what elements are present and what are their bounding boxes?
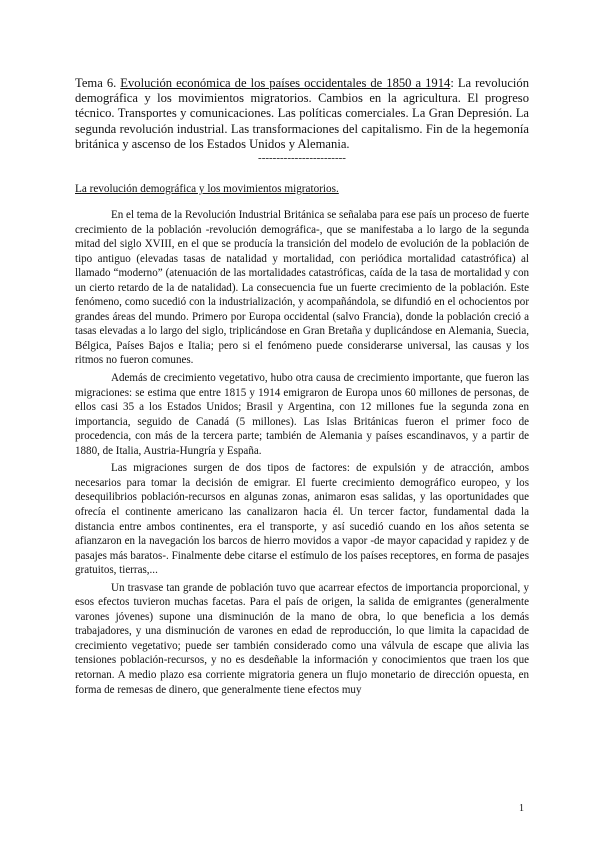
paragraph: Las migraciones surgen de dos tipos de factores: de expulsión y de atracción, ambos necesarios para tomar la decisión de emigrar. El fuerte crecimiento demográfico europeo, y los desequilibrios población-recursos en algunas zonas, animaron esas salidas, y las oportunidades que ofrecía el continente americano las canalizaron hacia él. Un tercer factor, fundamental dada la distancia entre ambos continentes, era el transporte, y así sucedió cuando en los años setenta se afianzaron en la navegación los barcos de hierro movidos a vapor -de mayor capacidad y rapidez y de pasajes más baratos-. Finalmente debe citarse el estímulo de los países receptores, en forma de pasajes gratuitos, tierras,... [75, 462, 529, 577]
document-body [75, 76, 529, 700]
paragraph: Un trasvase tan grande de población tuvo que acarrear efectos de importancia proporcional, y esos efectos tuvieron muchas facetas. Para el país de origen, la salida de emigrantes (generalmente varones jóvenes) supone una disminución de la mano de obra, lo que beneficia a los demás trabajadores, y una disminución de varones en edad de reproducción, lo que limita la capacidad de crecimiento vegetativo; puede ser también considerado como una válvula de escape que alivia las tensiones población-recursos, y no es desdeñable la información y conocimientos que traen los que retornan. A medio plazo esa corriente migratoria genera un flujo monetario de dirección opuesta, en forma de remesas de dinero, que generalmente tiene efectos muy [75, 581, 529, 696]
paragraph: Además de crecimiento vegetativo, hubo otra causa de crecimiento importante, que fueron las migraciones: se estima que entre 1815 y 1914 emigraron de Europa unos 60 millones de personas, de ellos casi 35 a los Estados Unidos; Brasil y Argentina, con 12 millones fue la segunda zona en importancia, seguido de Canadá (5 millones). Las Islas Británicas fueron el primer foco de procedencia, con más de la tercera parte; también de Alemania y países escandinavos, y a partir de 1880, de Italia, Austria-Hungría y España. [75, 372, 529, 457]
title-rest: : La revolución demográfica y los movimientos migratorios. Cambios en la agricultura. El progreso técnico. Transportes y comunicaciones. Las políticas comerciales. La Gran Depresión. La segunda revolución industrial. Las transformaciones del capitalismo. Fin de la hegemonía británica y ascenso de los Estados Unidos y Alemania. [75, 76, 530, 151]
section-heading: La revolución demográfica y los movimientos migratorios. [75, 183, 339, 196]
title-prefix: Tema 6. [75, 76, 121, 90]
document-title [75, 76, 529, 152]
paragraph: En el tema de la Revolución Industrial Británica se señalaba para ese país un proceso de fuerte crecimiento de la población -revolución demográfica-, que se manifestaba a lo largo de la segunda mitad del siglo XVIII, en el que se producía la transición del modelo de evolución de la población de tipo antiguo (elevadas tasas de natalidad y mortalidad, con periódica mortalidad catastrófica) al llamado “moderno” (atenuación de las mortalidades catastróficas, caída de la tasa de mortalidad y con un cierto retardo de la de natalidad). La consecuencia fue un fuerte crecimiento de la población. Este fenómeno, como sucedió con la industrialización, y acompañándola, se difundió en el ochocientos por grandes áreas del mundo. Primero por Europa occidental (salvo Francia), donde la población creció a tasas elevadas a lo largo del siglo, triplicándose en Gran Bretaña y duplicándose en Alemania, Suecia, Bélgica, Países Bajos e Italia; pero si el fenómeno puede considerarse universal, las causas y los ritmos no fueron comunes. [75, 209, 529, 367]
page-number: 1 [519, 803, 524, 814]
divider-line: ------------------------ [258, 152, 346, 165]
title-underlined: Evolución económica de los países occidentales de 1850 a 1914 [120, 76, 451, 90]
